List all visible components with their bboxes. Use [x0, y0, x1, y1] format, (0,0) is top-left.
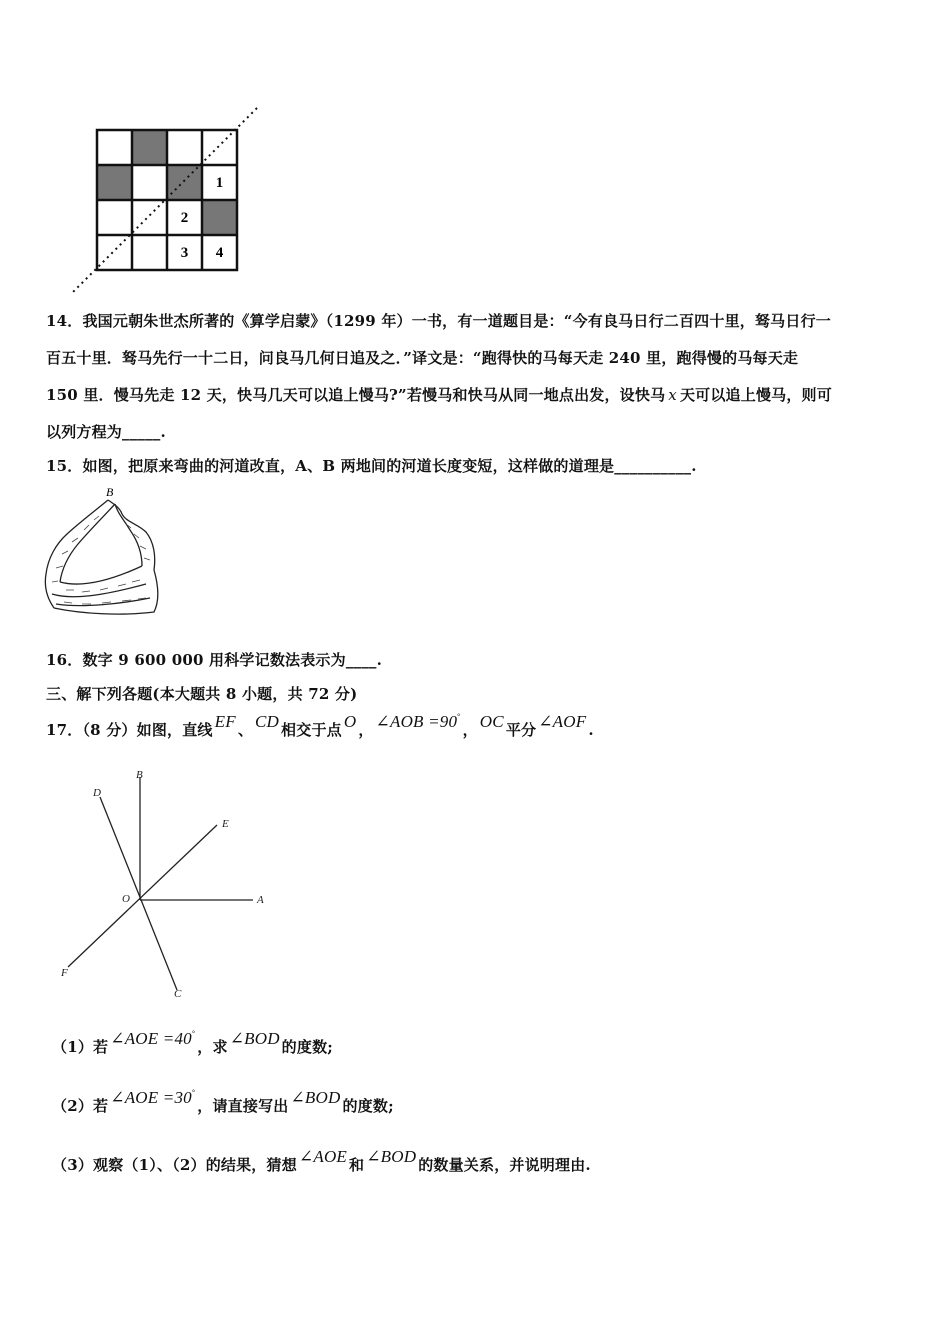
q17-mid-1: 相交于点 — [281, 721, 342, 739]
q17-part-3: （3）观察（1）、（2）的结果，猜想 ∠AOE 和 ∠BOD 的数量关系，并说明理由. — [52, 1147, 591, 1174]
grid-cell-shaded — [167, 165, 202, 200]
lines-figure — [55, 765, 275, 1005]
grid-cell-shaded — [202, 200, 237, 235]
q17-sep-1: 、 — [237, 721, 254, 739]
grid-cell-shaded — [97, 165, 132, 200]
grid-label-3: 3 — [180, 245, 189, 261]
fig-label-f: F — [61, 967, 68, 979]
part1-angle-aoe: ∠AOE =40° — [110, 1029, 196, 1048]
q17-point-o: O — [343, 712, 357, 731]
part1-angle-bod: ∠BOD — [229, 1029, 280, 1048]
line-dc — [100, 797, 177, 990]
q17-line-cd: CD — [255, 712, 280, 731]
grid-cell-shaded — [132, 130, 167, 165]
q15-text: 15．如图，把原来弯曲的河道改直，A、B 两地间的河道长度变短，这样做的道理是__________. — [46, 457, 697, 475]
grid-figure — [62, 100, 267, 300]
q17-angle-aof: ∠AOF — [538, 712, 587, 731]
q17-mid-2: 平分 — [505, 721, 537, 739]
q17-part-2: （2）若 ∠AOE =30°，请直接写出 ∠BOD 的度数; — [52, 1088, 394, 1115]
fig-label-c: C — [174, 988, 182, 1000]
q17-end: . — [588, 721, 594, 739]
line-ef — [68, 825, 217, 967]
part3-angle-bod: ∠BOD — [366, 1147, 417, 1166]
q14-line-3-b: 天可以追上慢马，则可 — [679, 386, 832, 404]
section-3-title: 三、解下列各题(本大题共 8 小题，共 72 分) — [46, 685, 358, 703]
q17-part-1: （1）若 ∠AOE =40°，求 ∠BOD 的度数; — [52, 1029, 334, 1056]
q17-prefix: 17．（8 分）如图，直线 — [46, 721, 213, 739]
river-label-b: B — [106, 485, 114, 499]
q14-line-4: 以列方程为_____. — [46, 423, 166, 441]
q14-line-3-a: 150 里．慢马先走 12 天，快马几天可以追上慢马?”若慢马和快马从同一地点出发，设快马 — [46, 386, 666, 404]
q14-variable-x: x — [668, 386, 677, 404]
fig-label-e: E — [222, 818, 229, 830]
q17-degree-1: ° — [457, 712, 461, 721]
grid-label-1: 1 — [215, 175, 224, 191]
grid-label-2: 2 — [180, 210, 189, 226]
part2-angle-aoe: ∠AOE =30° — [110, 1088, 196, 1107]
part2-angle-bod: ∠BOD — [290, 1088, 341, 1107]
q14-line-2: 百五十里．驽马先行一十二日，问良马几何日追及之．”译文是：“跑得快的马每天走 240 里，跑得慢的马每天走 — [46, 349, 799, 367]
fig-label-a: A — [257, 894, 264, 906]
q17-angle-aob: ∠AOB =90° — [375, 712, 461, 731]
fig-label-d: D — [93, 787, 101, 799]
fig-label-b: B — [136, 769, 143, 781]
q16-text: 16．数字 9 600 000 用科学记数法表示为____. — [46, 651, 383, 669]
fig-label-o: O — [122, 893, 130, 905]
part3-angle-aoe: ∠AOE — [298, 1147, 348, 1166]
q14-line-1: 14．我国元朝朱世杰所著的《算学启蒙》（1299 年）一书，有一道题目是：“今有良马日行二百四十里，驽马日行一 — [46, 312, 831, 330]
q17-line-ef: EF — [214, 712, 236, 731]
river-figure — [42, 484, 167, 619]
grid-label-4: 4 — [215, 245, 224, 261]
q17-ray-oc: OC — [479, 712, 504, 731]
q14-line-3 — [46, 385, 832, 405]
q17-stem — [46, 712, 594, 743]
q17-comma-2: ， — [462, 721, 478, 739]
q17-comma-1: ， — [358, 721, 374, 739]
